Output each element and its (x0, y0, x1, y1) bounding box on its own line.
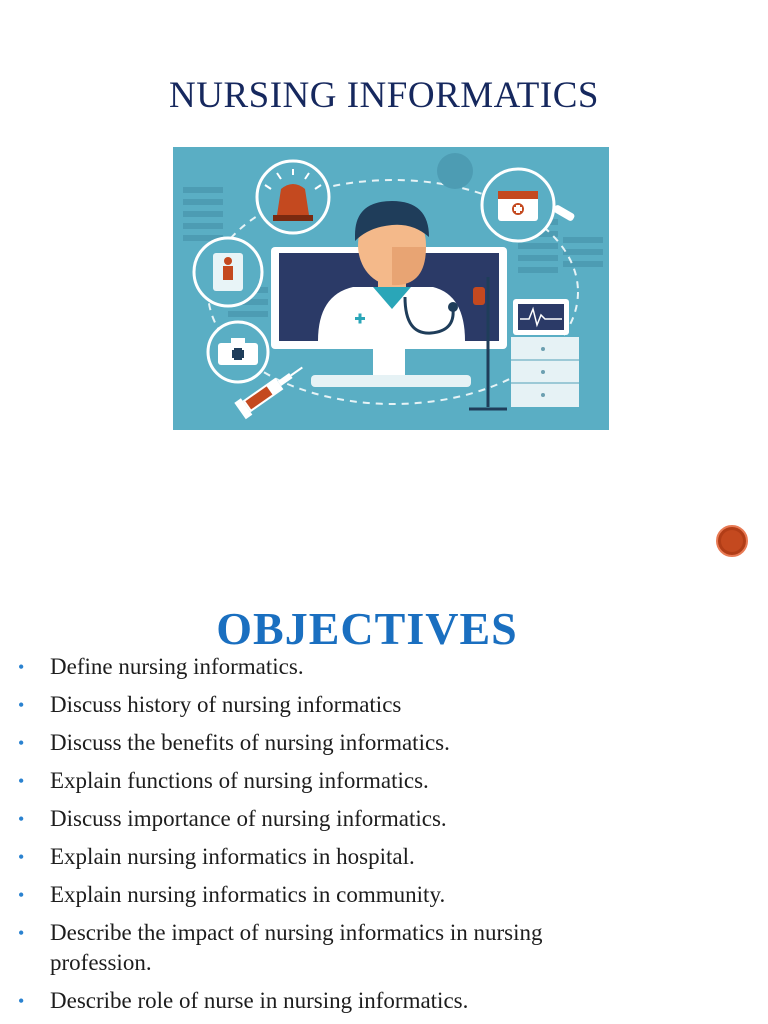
bullet-icon: • (18, 847, 25, 867)
bullet-icon: • (18, 657, 25, 677)
list-item: • Discuss the benefits of nursing informatics. (18, 728, 758, 758)
list-item: • Discuss history of nursing informatics (18, 690, 758, 720)
bullet-icon: • (18, 885, 25, 905)
bullet-icon: • (18, 809, 25, 829)
bullet-icon: • (18, 991, 25, 1011)
bullet-icon: • (18, 733, 25, 753)
list-item: • Explain nursing informatics in community. (18, 880, 758, 910)
bullet-icon: • (18, 923, 25, 943)
list-item: • Explain nursing informatics in hospital. (18, 842, 758, 872)
list-item: • Define nursing informatics. (18, 652, 758, 682)
list-item: • Discuss importance of nursing informatics. (18, 804, 758, 834)
list-item: • Describe role of nurse in nursing informatics. (18, 986, 758, 1016)
bullet-icon: • (18, 695, 25, 715)
objectives-list (18, 652, 758, 1024)
objectives-heading: OBJECTIVES (216, 603, 518, 654)
slide-objectives (0, 580, 768, 1024)
doctor-on-monitor-icon (173, 147, 609, 430)
bullet-icon: • (18, 771, 25, 791)
next-slide-icon[interactable] (716, 525, 748, 557)
list-item: • Describe the impact of nursing informatics in nursing profession. (18, 920, 543, 975)
slide-title-heading: NURSING INFORMATICS (169, 75, 599, 116)
list-item: • Explain functions of nursing informatics. (18, 766, 758, 796)
